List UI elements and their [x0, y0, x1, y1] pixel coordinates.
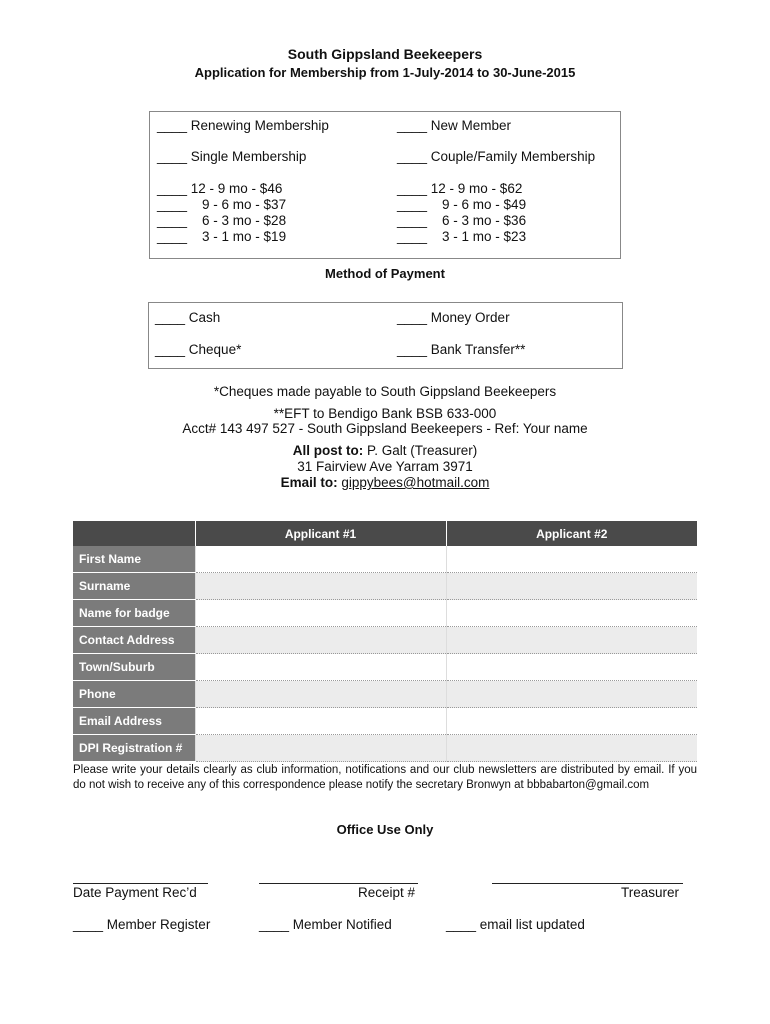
post-label: All post to:: [292, 443, 364, 458]
email-link[interactable]: gippybees@hotmail.com: [341, 475, 490, 490]
family-rate-3[interactable]: ____ 6 - 3 mo - $36: [397, 213, 527, 228]
email-line: [0, 475, 770, 490]
applicant-2-badge-name[interactable]: [446, 600, 697, 627]
applicant-1-contact-address[interactable]: [195, 627, 446, 654]
row-label: First Name: [73, 546, 195, 573]
member-notified[interactable]: ____ Member Notified: [259, 917, 392, 932]
payment-cheque[interactable]: ____ Cheque*: [155, 342, 242, 357]
payment-cash[interactable]: ____ Cash: [155, 310, 221, 325]
eft-note: **EFT to Bendigo Bank BSB 633-000: [273, 406, 497, 421]
row-label: Surname: [73, 573, 195, 600]
single-rate-1[interactable]: ____ 12 - 9 mo - $46: [157, 181, 283, 196]
account-note: Acct# 143 497 527 - South Gippsland Beekeepers - Ref: Your name: [182, 421, 588, 436]
applicant-2-email[interactable]: [446, 708, 697, 735]
table-row: [73, 708, 697, 735]
family-rate-2[interactable]: ____ 9 - 6 mo - $49: [397, 197, 527, 212]
applicant-2-dpi-registration[interactable]: [446, 735, 697, 762]
office-heading: Office Use Only: [336, 822, 434, 837]
row-label: Phone: [73, 681, 195, 708]
payment-bank-transfer[interactable]: ____ Bank Transfer**: [397, 342, 526, 357]
applicant-2-phone[interactable]: [446, 681, 697, 708]
row-label: Email Address: [73, 708, 195, 735]
treasurer-label: Treasurer: [621, 885, 680, 900]
applicant-2-first-name[interactable]: [446, 546, 697, 573]
applicant-1-first-name[interactable]: [195, 546, 446, 573]
payment-heading: Method of Payment: [325, 266, 445, 281]
applicant-1-dpi-registration[interactable]: [195, 735, 446, 762]
option-renewing[interactable]: ____ Renewing Membership: [157, 118, 329, 133]
org-title: South Gippsland Beekeepers: [287, 46, 483, 62]
table-row: [73, 681, 697, 708]
option-single[interactable]: ____ Single Membership: [157, 149, 307, 164]
family-rate-4[interactable]: ____ 3 - 1 mo - $23: [397, 229, 527, 244]
applicant-1-phone[interactable]: [195, 681, 446, 708]
option-new-member[interactable]: ____ New Member: [397, 118, 512, 133]
date-label: Date Payment Rec’d: [73, 885, 197, 900]
table-row: [73, 546, 697, 573]
table-row: [73, 735, 697, 762]
member-register[interactable]: ____ Member Register: [73, 917, 211, 932]
post-line: [0, 443, 770, 458]
treasurer-line: [492, 883, 683, 884]
single-rate-3[interactable]: ____ 6 - 3 mo - $28: [157, 213, 287, 228]
table-header-row: [73, 521, 697, 546]
applicant-1-town[interactable]: [195, 654, 446, 681]
date-line: [73, 883, 208, 884]
row-label: Town/Suburb: [73, 654, 195, 681]
table-corner: [73, 521, 195, 546]
single-rate-4[interactable]: ____ 3 - 1 mo - $19: [157, 229, 287, 244]
option-couple-family[interactable]: ____ Couple/Family Membership: [397, 149, 596, 164]
applicant-1-header: Applicant #1: [195, 521, 446, 546]
row-label: Contact Address: [73, 627, 195, 654]
applicant-1-badge-name[interactable]: [195, 600, 446, 627]
row-label: Name for badge: [73, 600, 195, 627]
applicant-2-town[interactable]: [446, 654, 697, 681]
applicant-table: [73, 521, 697, 762]
post-value: P. Galt (Treasurer): [366, 443, 478, 458]
post-address: 31 Fairview Ave Yarram 3971: [297, 459, 473, 474]
cheques-note: *Cheques made payable to South Gippsland Beekeepers: [213, 384, 557, 399]
applicant-1-surname[interactable]: [195, 573, 446, 600]
payment-money-order[interactable]: ____ Money Order: [397, 310, 510, 325]
receipt-label: Receipt #: [358, 885, 416, 900]
family-rate-1[interactable]: ____ 12 - 9 mo - $62: [397, 181, 523, 196]
table-row: [73, 654, 697, 681]
privacy-note: Please write your details clearly as club information, notifications and our club newsletters are distributed by email. If you do not wish to receive any of this correspondence please notify the secretary Bronwyn at bbbabarton@gmail.com: [73, 764, 697, 791]
email-list-updated[interactable]: ____ email list updated: [446, 917, 585, 932]
applicant-1-email[interactable]: [195, 708, 446, 735]
row-label: DPI Registration #: [73, 735, 195, 762]
table-row: [73, 600, 697, 627]
table-row: [73, 573, 697, 600]
form-subtitle: Application for Membership from 1-July-2014 to 30-June-2015: [194, 65, 576, 80]
table-row: [73, 627, 697, 654]
applicant-2-surname[interactable]: [446, 573, 697, 600]
receipt-line: [259, 883, 418, 884]
applicant-2-header: Applicant #2: [446, 521, 697, 546]
single-rate-2[interactable]: ____ 9 - 6 mo - $37: [157, 197, 287, 212]
email-label: Email to:: [280, 475, 338, 490]
applicant-2-contact-address[interactable]: [446, 627, 697, 654]
